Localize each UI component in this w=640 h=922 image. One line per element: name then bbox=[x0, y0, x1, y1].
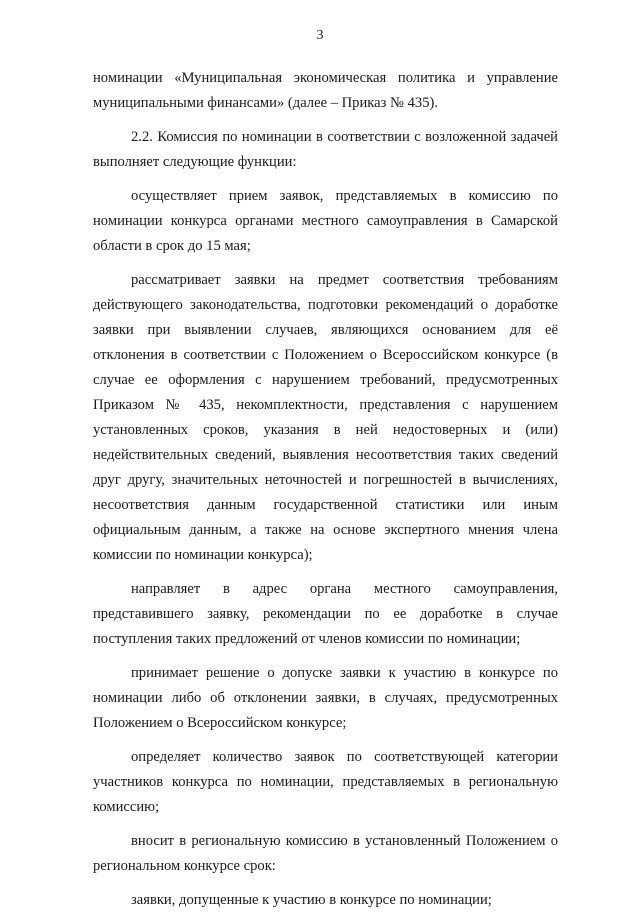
document-body bbox=[93, 66, 558, 922]
paragraph-function-submit: вносит в региональную комиссию в установленный Положением о региональном конкурсе срок: bbox=[93, 833, 558, 874]
paragraph-function-decide: принимает решение о допуске заявки к участию в конкурсе по номинации либо об отклонении заявки, в случаях, предусмотренных Положением о Всероссийском конкурсе; bbox=[93, 665, 558, 731]
paragraph-function-receive: осуществляет прием заявок, представляемых в комиссию по номинации конкурса органами местного самоуправления в Самарской области в срок до 15 мая; bbox=[93, 188, 558, 254]
page-number: 3 bbox=[316, 28, 324, 43]
paragraph-section-2-2: 2.2. Комиссия по номинации в соответствии с возложенной задачей выполняет следующие функции: bbox=[93, 129, 558, 170]
paragraph-function-send: направляет в адрес органа местного самоуправления, представившего заявку, рекомендации по ее доработке в случае поступления таких предложений от членов комиссии по номинации; bbox=[93, 581, 558, 647]
paragraph-continuation: номинации «Муниципальная экономическая политика и управление муниципальными финансами» (далее – Приказ № 435). bbox=[93, 70, 558, 111]
paragraph-submit-item: заявки, допущенные к участию в конкурсе по номинации; bbox=[131, 892, 492, 908]
paragraph-function-review: рассматривает заявки на предмет соответствия требованиям действующего законодательства, подготовки рекомендаций о доработке заявки при выявлении случаев, являющихся основанием для её отклонения в соответствии с Положением о Всероссийском конкурсе (в случае ее оформления с нарушением требований, предусмотренных Приказом № 435, некомплектности, представления с нарушением установленных сроков, указания в ней недостоверных и (или) недействительных сведений, выявления несоответствия таких сведений друг другу, значительных неточностей и погрешностей в вычислениях, несоответствия данным государственной статистики или иным официальным данным, а также на основе экспертного мнения члена комиссии по номинации конкурса); bbox=[93, 272, 558, 563]
paragraph-function-determine: определяет количество заявок по соответствующей категории участников конкурса по номинации, представляемых в региональную комиссию; bbox=[93, 749, 558, 815]
